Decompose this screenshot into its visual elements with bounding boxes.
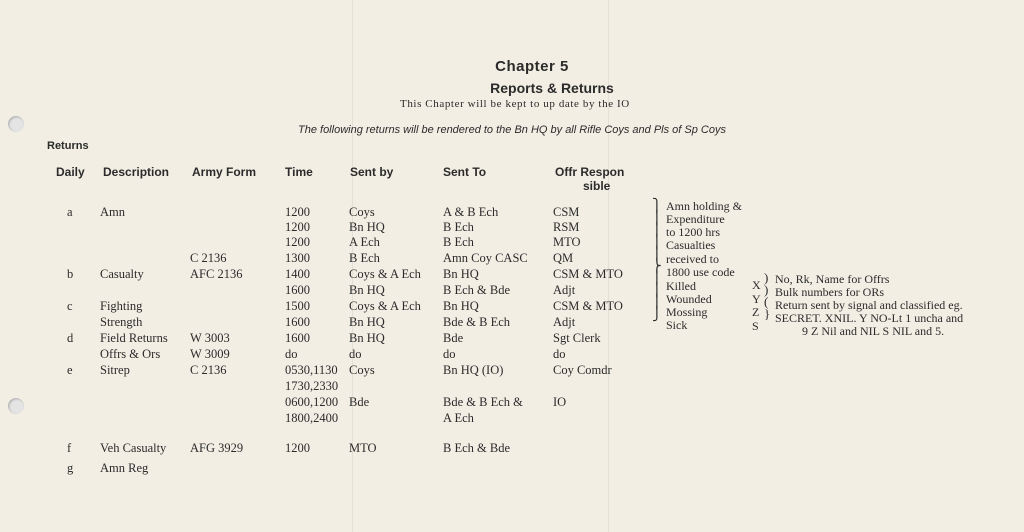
cell-time: 0600,1200 [285, 395, 339, 409]
chapter-subtitle: Reports & Returns [490, 80, 614, 96]
cell-daily: g [67, 461, 74, 475]
header-army-form: Army Form [192, 165, 257, 179]
cell-offr-responsible: IO [553, 395, 567, 409]
cell-sent-by: B Ech [349, 251, 380, 265]
cell-time: 1200 [285, 205, 310, 219]
cell-time: 1600 [285, 283, 310, 297]
cell-time: do [285, 347, 298, 361]
cell-time: 0530,1130 [285, 363, 338, 377]
cell-offr-responsible: CSM & MTO [553, 267, 623, 281]
code-letter: Z [752, 305, 760, 319]
cell-daily: d [67, 331, 74, 345]
header-description: Description [103, 165, 170, 179]
cell-sent-by: do [349, 347, 362, 361]
cell-time: 1730,2330 [285, 379, 339, 393]
cell-daily: e [67, 363, 73, 377]
cell-sent-to: A & B Ech [443, 205, 499, 219]
brace-left: ⎫ ⎪ ⎪ ⎪ ⎪ ⎬ ⎪ ⎪ ⎪ ⎭ [652, 198, 662, 321]
cell-time: 1600 [285, 331, 310, 345]
cell-sent-to: Bn HQ (IO) [443, 363, 504, 377]
cell-sent-by: Coys [349, 363, 375, 377]
cell-daily: c [67, 299, 73, 313]
cell-sent-by: Coys & A Ech [349, 267, 421, 281]
cell-sent-by: Coys [349, 205, 375, 219]
cell-sent-to: B Ech [443, 220, 474, 234]
cell-sent-to: Bn HQ [443, 267, 479, 281]
cell-sent-by: Coys & A Ech [349, 299, 421, 313]
cell-sent-to: Bde & B Ech [443, 315, 511, 329]
cell-description: Amn [100, 205, 125, 219]
cell-daily: f [67, 441, 72, 455]
cell-offr-responsible: Sgt Clerk [553, 331, 601, 345]
chapter-title: Chapter 5 [495, 58, 569, 75]
cell-time: 1800,2400 [285, 411, 339, 425]
remark-line: 1800 use code [666, 265, 735, 279]
cell-army-form: C 2136 [190, 251, 227, 265]
cell-time: 1300 [285, 251, 310, 265]
punch-hole [8, 398, 24, 414]
cell-description: Fighting [100, 299, 143, 313]
cell-time: 1200 [285, 220, 310, 234]
cell-offr-responsible: CSM [553, 205, 580, 219]
code-remark-line: 9 Z Nil and NIL S NIL and 5. [802, 324, 945, 338]
cell-sent-to: Bde [443, 331, 464, 345]
cell-description: Offrs & Ors [100, 347, 161, 361]
cell-description: Veh Casualty [100, 441, 167, 455]
cell-army-form: AFG 3929 [190, 441, 244, 455]
cell-time: 1200 [285, 235, 310, 249]
cell-offr-responsible: CSM & MTO [553, 299, 623, 313]
cell-daily: a [67, 205, 73, 219]
cell-description: Strength [100, 315, 143, 329]
header-offr-respon-2: sible [583, 179, 611, 193]
brace-right: ) ) ( } [764, 270, 771, 321]
cell-offr-responsible: Adjt [553, 283, 576, 297]
remark-line: received to [666, 252, 719, 266]
code-letter: Y [752, 292, 761, 306]
cell-daily: b [67, 267, 74, 281]
remark-line: Mossing [666, 305, 708, 319]
cell-description: Field Returns [100, 331, 168, 345]
code-remark-line: SECRET. XNIL. Y NO-Lt 1 uncha and [775, 311, 964, 325]
cell-time: 1400 [285, 267, 310, 281]
code-remark-line: No, Rk, Name for Offrs [775, 272, 890, 286]
cell-sent-by: A Ech [349, 235, 380, 249]
cell-sent-to: Bn HQ [443, 299, 479, 313]
remark-line: Wounded [666, 292, 712, 306]
cell-sent-to: Bde & B Ech & [443, 395, 523, 409]
cell-army-form: C 2136 [190, 363, 227, 377]
code-remark-line: Bulk numbers for ORs [775, 285, 884, 299]
cell-offr-responsible: Coy Comdr [553, 363, 612, 377]
intro-text: The following returns will be rendered to the Bn HQ by all Rifle Coys and Pls of Sp Coys [298, 124, 726, 136]
remark-line: Sick [666, 318, 688, 332]
remark-line: Casualties [666, 238, 716, 252]
cell-time: 1600 [285, 315, 310, 329]
cell-sent-to: Amn Coy CASC [443, 251, 528, 265]
section-label: Returns [47, 140, 89, 152]
cell-offr-responsible: do [553, 347, 566, 361]
code-remark-line: Return sent by signal and classified eg. [775, 298, 963, 312]
header-offr-respon: Offr Respon [555, 165, 625, 179]
cell-description: Casualty [100, 267, 144, 281]
maintenance-note: This Chapter will be kept to up date by the IO [400, 98, 630, 110]
cell-sent-to: B Ech [443, 235, 474, 249]
cell-sent-by: Bn HQ [349, 283, 385, 297]
cell-sent-by: MTO [349, 441, 377, 455]
punch-hole [8, 116, 24, 132]
cell-sent-to: A Ech [443, 411, 474, 425]
header-time: Time [285, 165, 313, 179]
cell-sent-by: Bn HQ [349, 220, 385, 234]
cell-sent-to: B Ech & Bde [443, 441, 511, 455]
cell-sent-by: Bn HQ [349, 315, 385, 329]
code-letter: X [752, 278, 761, 292]
cell-army-form: AFC 2136 [190, 267, 243, 281]
remark-line: Expenditure [666, 212, 725, 226]
cell-description: Amn Reg [100, 461, 149, 475]
header-sent-by: Sent by [350, 165, 394, 179]
cell-time: 1200 [285, 441, 310, 455]
remark-line: to 1200 hrs [666, 225, 720, 239]
cell-army-form: W 3003 [190, 331, 230, 345]
cell-offr-responsible: MTO [553, 235, 581, 249]
code-letter: S [752, 319, 759, 333]
header-sent-to: Sent To [443, 165, 487, 179]
cell-offr-responsible: Adjt [553, 315, 576, 329]
cell-time: 1500 [285, 299, 310, 313]
cell-description: Sitrep [100, 363, 130, 377]
cell-army-form: W 3009 [190, 347, 230, 361]
header-daily: Daily [56, 165, 85, 179]
remark-line: Killed [666, 279, 696, 293]
cell-sent-by: Bn HQ [349, 331, 385, 345]
cell-sent-by: Bde [349, 395, 370, 409]
cell-offr-responsible: RSM [553, 220, 580, 234]
cell-offr-responsible: QM [553, 251, 574, 265]
cell-sent-to: do [443, 347, 456, 361]
cell-sent-to: B Ech & Bde [443, 283, 511, 297]
remark-line: Amn holding & [666, 199, 743, 213]
